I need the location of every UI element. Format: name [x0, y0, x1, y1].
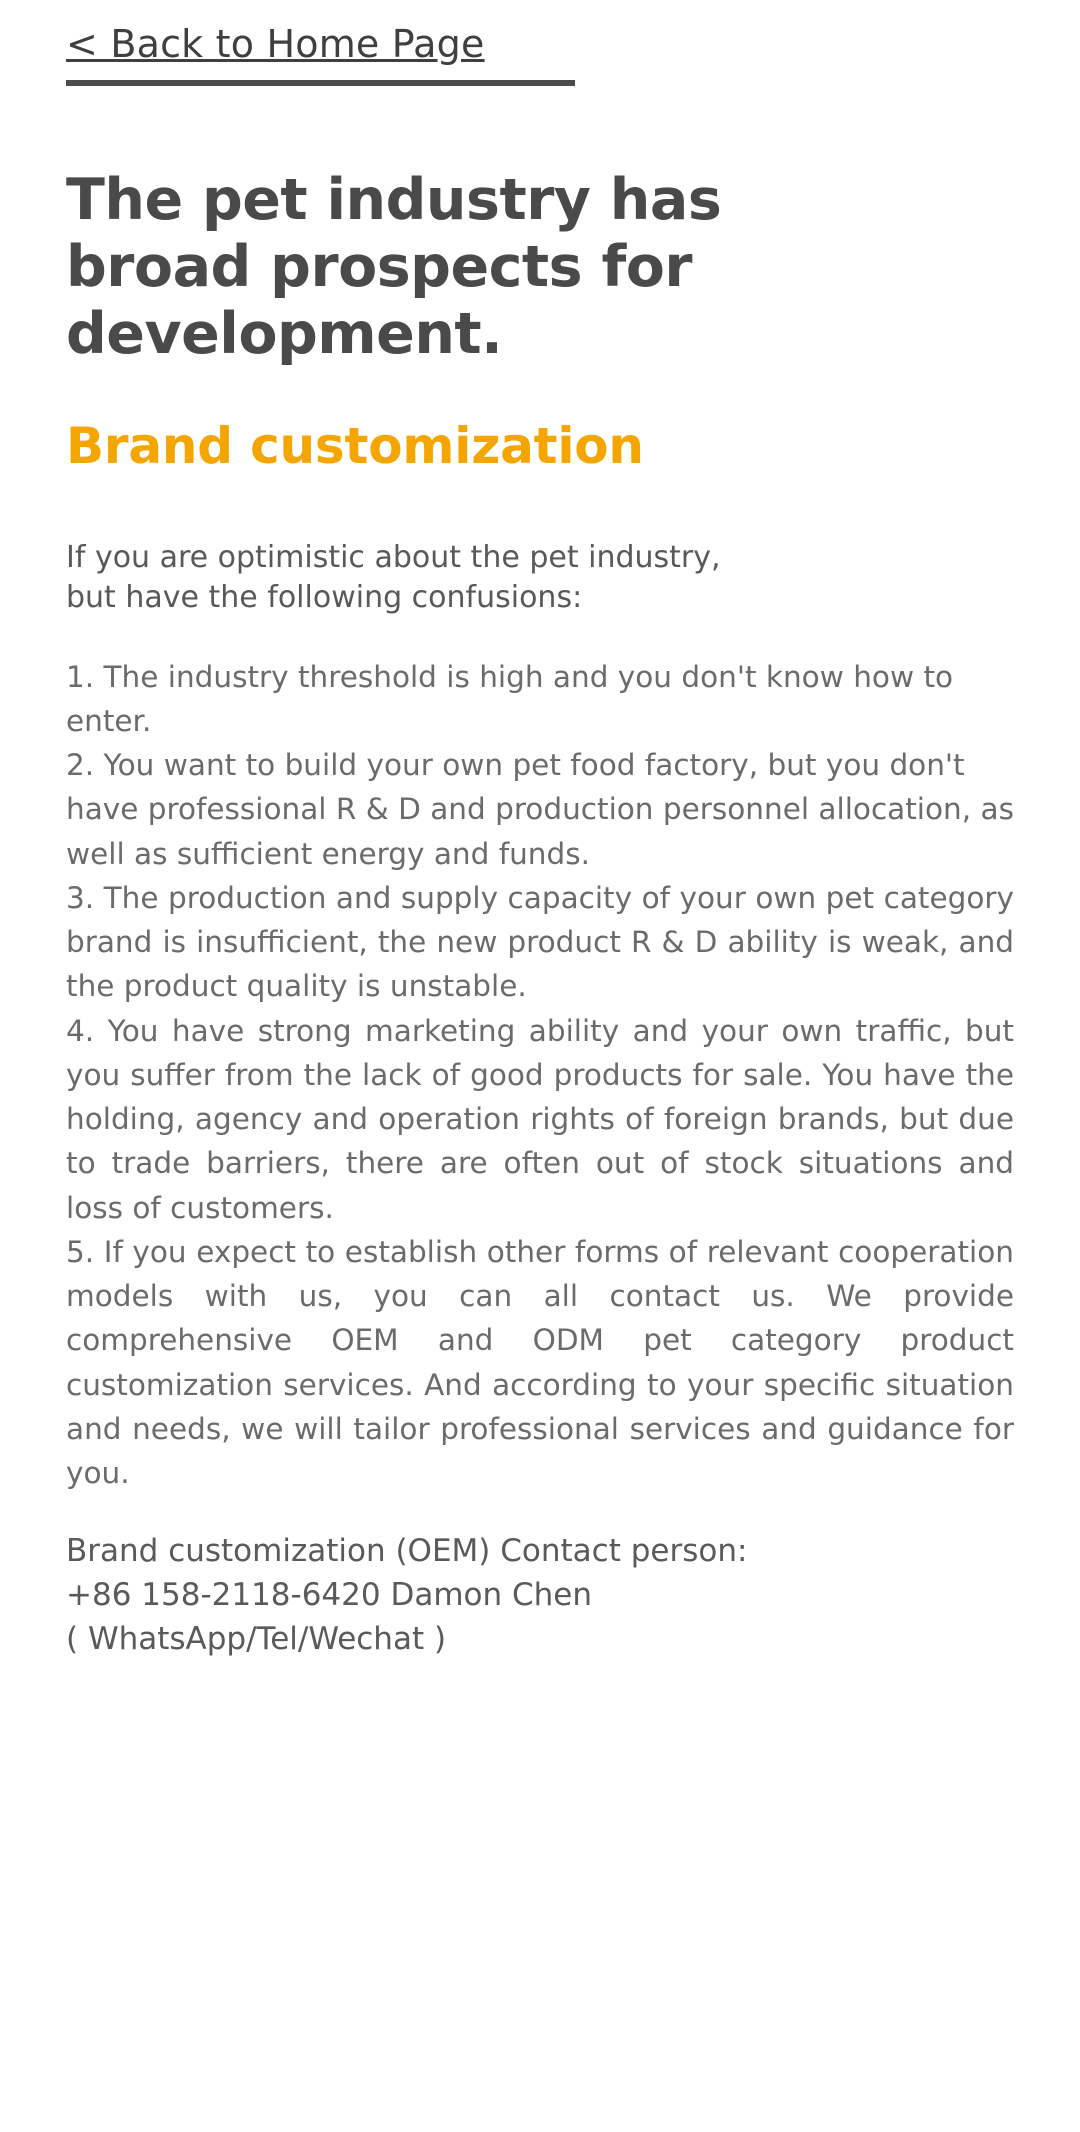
contact-channels: ( WhatsApp/Tel/Wechat ): [66, 1621, 447, 1658]
page-subtitle: Brand customization: [66, 416, 644, 475]
page-title-line-2: broad prospects for: [66, 233, 693, 300]
bottom-spacer: [66, 1661, 1014, 1721]
list-item: 5. If you expect to establish other forms of relevant cooperation models with us, you can all contact us. We provide comprehensive OEM and ODM pet category product customization services. And according to your specific situation and needs, we will tailor professional services and guidance for you.: [66, 1234, 1014, 1491]
back-navigation: [66, 0, 1014, 86]
contact-phone[interactable]: +86 158-2118-6420 Damon Chen: [66, 1577, 593, 1614]
list-item: 1. The industry threshold is high and you don't know how to enter.: [66, 659, 954, 738]
contact-person-label: Brand customization (OEM) Contact person:: [66, 1533, 748, 1570]
back-to-home-link[interactable]: < Back to Home Page: [66, 22, 575, 86]
confusion-list: [66, 655, 1014, 1496]
contact-block: [66, 1529, 1014, 1661]
page-title: [66, 166, 856, 367]
list-item: 2. You want to build your own pet food factory, but you don't have professional R & D and production personnel allocation, as well as sufficient energy and funds.: [66, 748, 1014, 871]
page-title-line-1: The pet industry has: [66, 166, 722, 233]
intro-text: [66, 538, 1014, 619]
list-item: 3. The production and supply capacity of your own pet category brand is insufficient, the new product R & D ability is weak, and the product quality is unstable.: [66, 880, 1014, 1004]
page-title-line-3: development.: [66, 300, 503, 367]
intro-line-2: but have the following confusions:: [66, 580, 583, 616]
intro-line-1: If you are optimistic about the pet industry,: [66, 539, 721, 575]
list-item: 4. You have strong marketing ability and your own traffic, but you suffer from the lack of good products for sale. You have the holding, agency and operation rights of foreign brands, but due to trade barriers, there are often out of stock situations and loss of customers.: [66, 1013, 1014, 1225]
